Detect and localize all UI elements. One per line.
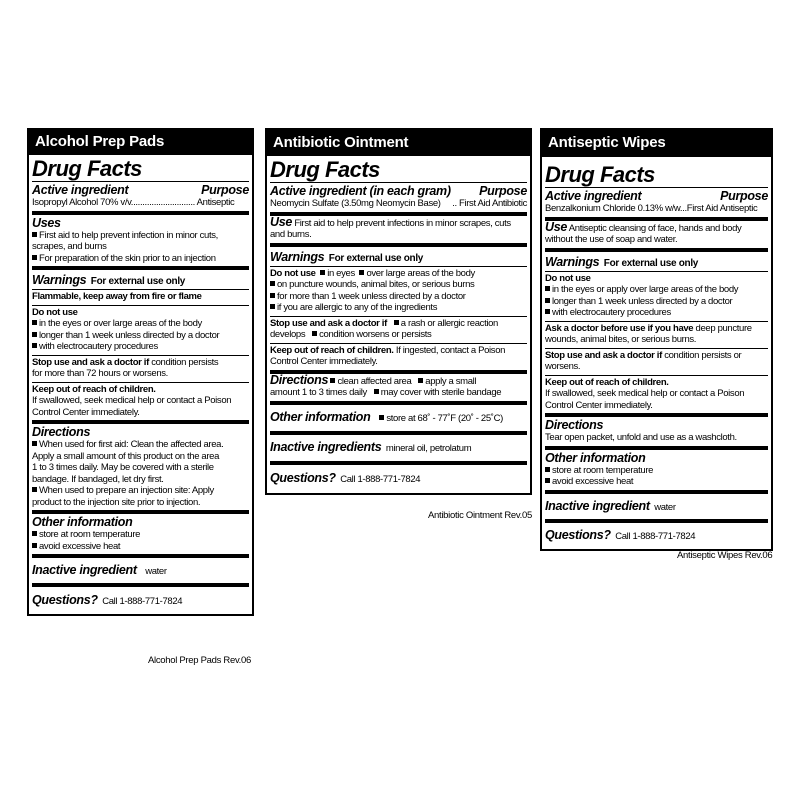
inactive-ingredients-section bbox=[270, 431, 527, 461]
use-heading: Use bbox=[270, 214, 293, 229]
questions-heading: Questions? bbox=[270, 470, 336, 485]
directions-item: When used for first aid: Clean the affected area. bbox=[39, 439, 224, 450]
alcohol-prep-pads-panel bbox=[27, 128, 254, 616]
revision-label: Antiseptic Wipes Rev.06 bbox=[677, 550, 773, 561]
do-not-use-item: in the eyes or apply over large areas of the body bbox=[552, 284, 739, 295]
do-not-use-item: on puncture wounds, animal bites, or serious burns bbox=[277, 279, 475, 290]
keep-out-text-cont: Control Center immediately. bbox=[270, 356, 378, 367]
active-ingredient-section bbox=[32, 181, 249, 211]
keep-out-heading: Keep out of reach of children. bbox=[545, 376, 669, 388]
directions-heading: Directions bbox=[32, 425, 91, 439]
use-text: First aid to help prevent infections in minor scrapes, cuts bbox=[294, 217, 511, 229]
drug-facts-title: Drug Facts bbox=[32, 156, 142, 181]
questions-phone: Call 1-888-771-7824 bbox=[340, 473, 421, 485]
warnings-subheading: For external use only bbox=[603, 257, 699, 269]
stop-use-item-cont: develops bbox=[270, 329, 306, 340]
do-not-use-section bbox=[270, 266, 527, 316]
stop-use-item: condition worsens or persists bbox=[319, 329, 432, 340]
warnings-heading: Warnings bbox=[270, 249, 325, 264]
directions-section bbox=[32, 420, 249, 510]
other-information-item: avoid excessive heat bbox=[552, 476, 634, 487]
keep-out-text-cont: Control Center immediately. bbox=[545, 399, 653, 411]
ask-doctor-heading: Ask a doctor before use if you have bbox=[545, 322, 694, 334]
ask-doctor-text: deep puncture bbox=[693, 322, 752, 334]
keep-out-text: If swallowed, seek medical help or contact a Poison bbox=[32, 395, 232, 406]
purpose-heading: Purpose bbox=[479, 184, 527, 198]
warnings-section bbox=[32, 266, 249, 289]
use-section bbox=[545, 217, 768, 248]
stop-use-heading: Stop use and ask a doctor if bbox=[270, 317, 387, 329]
stop-use-heading: Stop use and ask a doctor if bbox=[32, 356, 149, 368]
stop-use-section bbox=[32, 355, 249, 382]
drug-facts-box bbox=[540, 157, 773, 551]
questions-section bbox=[32, 583, 249, 614]
directions-text: Tear open packet, unfold and use as a washcloth. bbox=[545, 432, 737, 443]
directions-item: When used to prepare an injection site: Apply bbox=[39, 485, 214, 496]
bullet-icon bbox=[545, 298, 550, 303]
other-information-heading: Other information bbox=[270, 409, 371, 424]
keep-out-heading: Keep out of reach of children. bbox=[270, 344, 394, 356]
stop-use-text-cont: worsens. bbox=[545, 361, 581, 372]
inactive-ingredient-heading: Inactive ingredient bbox=[32, 563, 137, 577]
purpose-heading: Purpose bbox=[201, 183, 249, 197]
do-not-use-item: longer than 1 week unless directed by a doctor bbox=[552, 295, 733, 307]
inactive-ingredient-section bbox=[32, 554, 249, 583]
uses-heading: Uses bbox=[32, 215, 61, 230]
warnings-heading: Warnings bbox=[545, 254, 600, 269]
drug-facts-box bbox=[27, 155, 254, 616]
ask-doctor-section bbox=[545, 321, 768, 348]
bullet-icon bbox=[330, 378, 335, 383]
bullet-icon bbox=[32, 320, 37, 325]
active-ingredient-line: Isopropyl Alcohol 70% v/v............................ Antiseptic bbox=[32, 197, 235, 208]
stop-use-section bbox=[545, 348, 768, 375]
bullet-icon bbox=[394, 320, 399, 325]
directions-heading: Directions bbox=[545, 418, 604, 432]
bullet-icon bbox=[379, 415, 384, 420]
active-ingredient-line: Benzalkonium Chloride 0.13% w/w...First Aid Antiseptic bbox=[545, 203, 758, 214]
inactive-ingredient-section bbox=[545, 490, 768, 519]
warnings-section bbox=[270, 243, 527, 266]
bullet-icon bbox=[32, 332, 37, 337]
bullet-icon bbox=[418, 378, 423, 383]
active-ingredient-line: Neomycin Sulfate (3.50mg Neomycin Base) bbox=[270, 198, 441, 209]
keep-out-text-cont: Control Center immediately. bbox=[32, 406, 140, 418]
use-heading: Use bbox=[545, 219, 568, 234]
directions-text: bandage. If bandaged, let dry first. bbox=[32, 473, 164, 485]
bullet-icon bbox=[312, 331, 317, 336]
other-information-section bbox=[545, 446, 768, 490]
drug-facts-title: Drug Facts bbox=[545, 162, 655, 187]
bullet-icon bbox=[32, 441, 37, 446]
bullet-icon bbox=[374, 389, 379, 394]
active-ingredient-section bbox=[270, 182, 527, 212]
other-information-section bbox=[270, 401, 527, 431]
do-not-use-heading: Do not use bbox=[270, 267, 316, 279]
bullet-icon bbox=[270, 281, 275, 286]
inactive-ingredients-heading: Inactive ingredients bbox=[270, 439, 382, 454]
directions-heading: Directions bbox=[270, 372, 329, 387]
do-not-use-item: in eyes bbox=[327, 267, 355, 279]
questions-section bbox=[270, 461, 527, 493]
panel-title: Alcohol Prep Pads bbox=[27, 128, 254, 155]
bullet-icon bbox=[359, 270, 364, 275]
questions-phone: Call 1-888-771-7824 bbox=[615, 530, 696, 542]
uses-item-cont: scrapes, and burns bbox=[32, 241, 107, 252]
uses-section bbox=[32, 211, 249, 267]
do-not-use-item: with electrocautery procedures bbox=[552, 307, 671, 318]
bullet-icon bbox=[545, 467, 550, 472]
other-information-heading: Other information bbox=[32, 515, 133, 529]
do-not-use-item: longer than 1 week unless directed by a doctor bbox=[39, 329, 220, 341]
do-not-use-heading: Do not use bbox=[32, 306, 78, 318]
inactive-ingredient-value: water bbox=[654, 501, 676, 513]
keep-out-text: If ingested, contact a Poison bbox=[393, 344, 506, 356]
questions-phone: Call 1-888-771-7824 bbox=[102, 596, 183, 607]
stop-use-item: a rash or allergic reaction bbox=[400, 317, 498, 329]
warnings-heading: Warnings bbox=[32, 273, 87, 287]
directions-section bbox=[270, 370, 527, 401]
warnings-subheading: For external use only bbox=[328, 252, 424, 264]
other-information-item: store at room temperature bbox=[39, 529, 141, 540]
do-not-use-item: if you are allergic to any of the ingredients bbox=[277, 302, 438, 313]
directions-item: may cover with sterile bandage bbox=[380, 387, 502, 398]
inactive-ingredients-value: mineral oil, petrolatum bbox=[385, 442, 472, 454]
do-not-use-heading: Do not use bbox=[545, 272, 591, 284]
active-ingredient-heading: Active ingredient bbox=[545, 189, 642, 203]
active-ingredient-heading: Active ingredient bbox=[32, 183, 129, 197]
active-ingredient-section bbox=[545, 187, 768, 217]
bullet-icon bbox=[270, 304, 275, 309]
use-text-cont: and burns. bbox=[270, 229, 312, 240]
use-text-cont: without the use of soap and water. bbox=[545, 234, 678, 245]
panel-title: Antibiotic Ointment bbox=[265, 128, 532, 156]
use-section bbox=[270, 212, 527, 243]
stop-use-text: condition persists or bbox=[661, 349, 742, 361]
questions-heading: Questions? bbox=[32, 593, 98, 607]
keep-out-section bbox=[545, 375, 768, 414]
stop-use-text: condition persists bbox=[148, 356, 219, 368]
bullet-icon bbox=[320, 270, 325, 275]
other-information-heading: Other information bbox=[545, 450, 646, 465]
warnings-subheading: For external use only bbox=[90, 276, 186, 287]
directions-item-cont: amount 1 to 3 times daily bbox=[270, 387, 367, 398]
purpose-heading: Purpose bbox=[720, 189, 768, 203]
directions-item: clean affected area bbox=[337, 375, 412, 387]
bullet-icon bbox=[32, 255, 37, 260]
keep-out-section bbox=[270, 343, 527, 370]
flammable-warning: Flammable, keep away from fire or flame bbox=[32, 291, 202, 302]
directions-item: apply a small bbox=[425, 375, 477, 387]
questions-heading: Questions? bbox=[545, 527, 611, 542]
bullet-icon bbox=[32, 531, 37, 536]
bullet-icon bbox=[32, 487, 37, 492]
other-information-item: store at 68˚ - 77˚F (20˚ - 25˚C) bbox=[386, 412, 503, 424]
drug-facts-title: Drug Facts bbox=[270, 157, 380, 182]
bullet-icon bbox=[545, 286, 550, 291]
bullet-icon bbox=[545, 309, 550, 314]
do-not-use-item: over large areas of the body bbox=[366, 267, 475, 279]
panel-title: Antiseptic Wipes bbox=[540, 128, 773, 157]
stop-use-heading: Stop use and ask a doctor if bbox=[545, 349, 662, 361]
uses-item: First aid to help prevent infection in minor cuts, bbox=[39, 229, 218, 241]
inactive-ingredient-heading: Inactive ingredient bbox=[545, 498, 650, 513]
stop-use-text-cont: for more than 72 hours or worsens. bbox=[32, 368, 168, 379]
other-information-item: avoid excessive heat bbox=[39, 540, 121, 552]
bullet-icon bbox=[32, 343, 37, 348]
antiseptic-wipes-panel bbox=[540, 128, 773, 551]
drug-facts-box bbox=[265, 156, 532, 495]
do-not-use-item: in the eyes or over large areas of the body bbox=[39, 318, 202, 329]
directions-section bbox=[545, 413, 768, 446]
bullet-icon bbox=[32, 232, 37, 237]
ask-doctor-text-cont: wounds, animal bites, or serious burns. bbox=[545, 334, 697, 345]
stop-use-section bbox=[270, 316, 527, 343]
inactive-ingredient-value: water bbox=[145, 566, 167, 577]
use-text: Antiseptic cleansing of face, hands and body bbox=[568, 222, 742, 234]
do-not-use-item: for more than 1 week unless directed by a doctor bbox=[277, 290, 466, 302]
revision-label: Antibiotic Ointment Rev.05 bbox=[428, 510, 532, 521]
warnings-section bbox=[545, 248, 768, 271]
keep-out-text: If swallowed, seek medical help or contact a Poison bbox=[545, 388, 745, 399]
other-information-section bbox=[32, 510, 249, 554]
flammable-section bbox=[32, 289, 249, 305]
questions-section bbox=[545, 519, 768, 549]
uses-item: For preparation of the skin prior to an injection bbox=[39, 252, 216, 264]
directions-text: product to the injection site prior to injection. bbox=[32, 496, 201, 508]
keep-out-heading: Keep out of reach of children. bbox=[32, 383, 156, 395]
active-ingredient-heading: Active ingredient (in each gram) bbox=[270, 184, 451, 198]
do-not-use-item: with electrocautery procedures bbox=[39, 341, 158, 352]
do-not-use-section bbox=[545, 271, 768, 321]
bullet-icon bbox=[545, 478, 550, 483]
bullet-icon bbox=[32, 543, 37, 548]
purpose-value: .. First Aid Antibiotic bbox=[452, 198, 527, 209]
other-information-item: store at room temperature bbox=[552, 464, 654, 476]
keep-out-section bbox=[32, 382, 249, 421]
antibiotic-ointment-panel bbox=[265, 128, 532, 495]
revision-label: Alcohol Prep Pads Rev.06 bbox=[148, 655, 251, 666]
do-not-use-section bbox=[32, 305, 249, 355]
directions-text: 1 to 3 times daily. May be covered with a sterile bbox=[32, 462, 214, 473]
bullet-icon bbox=[270, 293, 275, 298]
directions-text: Apply a small amount of this product on the area bbox=[32, 450, 220, 462]
